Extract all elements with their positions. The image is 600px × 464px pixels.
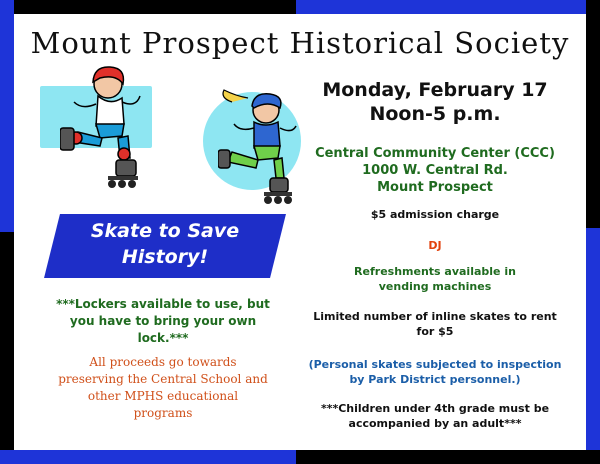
- venue-city: Mount Prospect: [377, 180, 493, 195]
- banner-line-2: History!: [121, 246, 209, 268]
- border-bottom-right: [296, 450, 600, 464]
- lockers-line-1: ***Lockers available to use, but: [56, 297, 270, 311]
- banner-line-1: Skate to Save: [90, 220, 240, 242]
- proceeds-line-3: other MPHS educational: [87, 389, 239, 403]
- proceeds-line-4: programs: [133, 406, 193, 420]
- skater-boy-icon: [60, 62, 160, 192]
- proceeds-notice: [28, 354, 298, 422]
- venue-name: Central Community Center (CCC): [315, 146, 555, 161]
- page-title: Mount Prospect Historical Society: [30, 26, 570, 60]
- time-line: Noon-5 p.m.: [369, 103, 501, 125]
- admission-charge: $5 admission charge: [370, 208, 500, 221]
- skater-girl-icon: [218, 88, 308, 208]
- refreshments-notice: [304, 264, 566, 294]
- inspection-line-1: (Personal skates subjected to inspection: [308, 358, 562, 371]
- border-left-top: [0, 0, 14, 232]
- refreshments-line-2: vending machines: [378, 280, 492, 293]
- proceeds-line-2: preserving the Central School and: [58, 372, 268, 386]
- dj-notice: DJ: [428, 239, 442, 252]
- inspection-notice: [304, 357, 566, 387]
- banner-heading: [52, 218, 278, 270]
- border-top-right: [296, 0, 600, 14]
- rentals-line-2: for $5: [416, 325, 454, 338]
- children-line-2: accompanied by an adult***: [348, 417, 522, 430]
- date-line: Monday, February 17: [322, 79, 548, 101]
- lockers-notice: [28, 296, 298, 347]
- border-top-left: [0, 0, 296, 14]
- border-bottom-left: [0, 450, 296, 464]
- proceeds-line-1: All proceeds go towards: [89, 355, 237, 369]
- venue-address: [304, 145, 566, 196]
- lockers-line-2: you have to bring your own: [69, 314, 257, 328]
- border-right-top: [586, 0, 600, 228]
- refreshments-line-1: Refreshments available in: [354, 265, 516, 278]
- children-line-1: ***Children under 4th grade must be: [320, 402, 550, 415]
- border-left-bottom: [0, 232, 14, 464]
- inspection-line-2: by Park District personnel.): [349, 373, 521, 386]
- children-notice: [304, 401, 566, 431]
- venue-street: 1000 W. Central Rd.: [362, 163, 508, 178]
- rentals-line-1: Limited number of inline skates to rent: [313, 310, 557, 323]
- lockers-line-3: lock.***: [137, 331, 189, 345]
- rentals-notice: [304, 309, 566, 339]
- event-date: [304, 78, 566, 126]
- border-right-bottom: [586, 228, 600, 464]
